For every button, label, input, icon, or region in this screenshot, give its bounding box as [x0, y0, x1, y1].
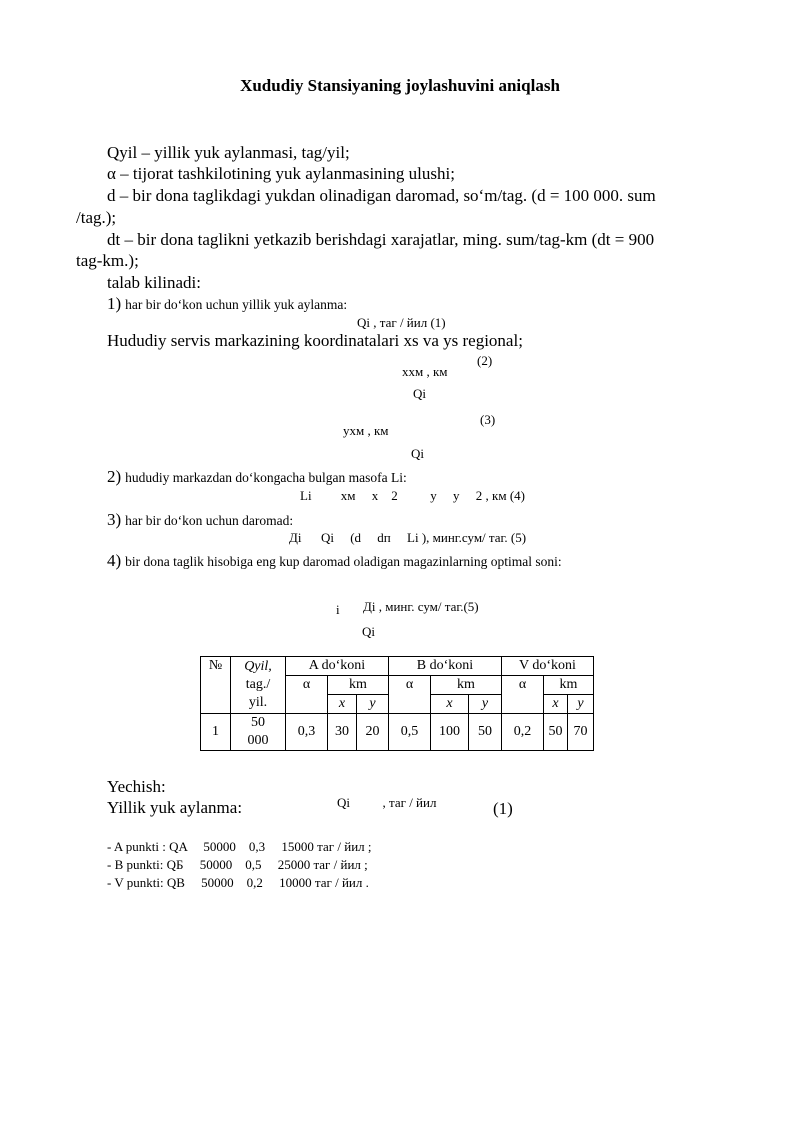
- step-4: [107, 551, 562, 571]
- formula-2-x: хxм , км: [402, 364, 448, 379]
- header-b-km: km: [431, 676, 502, 695]
- step-4-number: 4): [107, 551, 122, 570]
- formula-2-denominator: Qi: [413, 386, 426, 401]
- row-a-alpha: 0,3: [286, 714, 328, 751]
- shops-table: [200, 656, 594, 751]
- def-d: d – bir dona taglikdagi yukdan olinadigan daromad, so‘m/tag. (d = 100 000. sum: [107, 186, 656, 205]
- header-a-alpha: α: [286, 676, 328, 714]
- row-number: 1: [201, 714, 231, 751]
- formula-4: Li хм х 2 y y 2 , км (4): [300, 488, 525, 503]
- header-a-km: km: [328, 676, 389, 695]
- coordinates-text: Hududiy servis markazining koordinatalari xs va ys regional;: [107, 331, 523, 350]
- result-a: - A punkti : QA 50000 0,3 15000 таг / йил ;: [107, 839, 372, 854]
- formula-5: Дi Qi (d dп Li ), минг.сум/ таг. (5): [289, 530, 527, 545]
- annual-formula: Qi , таг / йил: [337, 795, 437, 810]
- formula-1: Qi , таг / йил (1): [357, 315, 446, 330]
- header-b-alpha: α: [389, 676, 431, 714]
- def-d-cont: /tag.);: [76, 208, 117, 227]
- step-1-text: har bir do‘kon uchun yillik yuk aylanma:: [125, 297, 348, 312]
- step-3-text: har bir do‘kon uchun daromad:: [125, 513, 294, 528]
- formula-2-number: (2): [477, 353, 493, 368]
- row-v-y: 70: [568, 714, 594, 751]
- header-b-y: y: [469, 695, 502, 714]
- row-a-x: 30: [328, 714, 357, 751]
- def-dt: dt – bir dona taglikni yetkazib berishdagi xarajatlar, ming. sum/tag-km (dt = 900: [107, 230, 655, 249]
- step-1: [107, 294, 347, 314]
- row-a-y: 20: [357, 714, 389, 751]
- result-v: - V punkti: QB 50000 0,2 10000 таг / йил .: [107, 875, 369, 890]
- header-number: №: [201, 657, 231, 714]
- header-b-x: x: [431, 695, 469, 714]
- header-v-y: y: [568, 695, 594, 714]
- row-b-alpha: 0,5: [389, 714, 431, 751]
- required-text: talab kilinadi:: [107, 273, 201, 292]
- annual-formula-number: (1): [493, 799, 513, 818]
- header-qyil-line3: yil.: [248, 695, 268, 710]
- header-v-alpha: α: [502, 676, 544, 714]
- formula-6-denominator: Qi: [362, 624, 375, 639]
- header-shop-v: V do‘koni: [502, 657, 594, 676]
- annual-turnover-label: Yillik yuk aylanma:: [107, 798, 243, 817]
- page-title: Xududiy Stansiyaning joylashuvini aniqlash: [240, 76, 560, 95]
- header-v-x: x: [544, 695, 568, 714]
- def-qyil: Qyil – yillik yuk aylanmasi, tag/yil;: [107, 143, 350, 162]
- formula-3-y: yхм , км: [343, 423, 389, 438]
- header-qyil-line1: Qyil,: [244, 659, 272, 674]
- row-b-x: 100: [431, 714, 469, 751]
- step-2-text: hududiy markazdan do‘kongacha bulgan masofa Li:: [125, 470, 407, 485]
- header-shop-a: A do‘koni: [286, 657, 389, 676]
- formula-6-index: i: [336, 602, 340, 617]
- def-alpha: α – tijorat tashkilotining yuk aylanmasining ulushi;: [107, 164, 455, 183]
- result-b: - B punkti: QБ 50000 0,5 25000 таг / йил ;: [107, 857, 368, 872]
- header-a-y: y: [357, 695, 389, 714]
- formula-3-number: (3): [480, 412, 496, 427]
- step-1-number: 1): [107, 294, 122, 313]
- row-v-alpha: 0,2: [502, 714, 544, 751]
- step-3: [107, 510, 293, 530]
- row-qyil-line2: 000: [247, 733, 269, 748]
- row-qyil: [231, 714, 286, 751]
- step-2: [107, 467, 407, 487]
- row-b-y: 50: [469, 714, 502, 751]
- row-qyil-line1: 50: [251, 715, 265, 730]
- step-2-number: 2): [107, 467, 122, 486]
- solution-heading: Yechish:: [107, 777, 166, 796]
- formula-6: Дi , минг. сум/ таг.(5): [363, 599, 479, 614]
- formula-3-denominator: Qi: [411, 446, 424, 461]
- header-qyil: [231, 657, 286, 714]
- header-v-km: km: [544, 676, 594, 695]
- header-shop-b: B do‘koni: [389, 657, 502, 676]
- header-a-x: x: [328, 695, 357, 714]
- step-4-text: bir dona taglik hisobiga eng kup daromad oladigan magazinlarning optimal soni:: [125, 554, 562, 569]
- header-qyil-line2: tag./: [245, 677, 271, 692]
- step-3-number: 3): [107, 510, 122, 529]
- def-dt-cont: tag-km.);: [76, 251, 139, 270]
- row-v-x: 50: [544, 714, 568, 751]
